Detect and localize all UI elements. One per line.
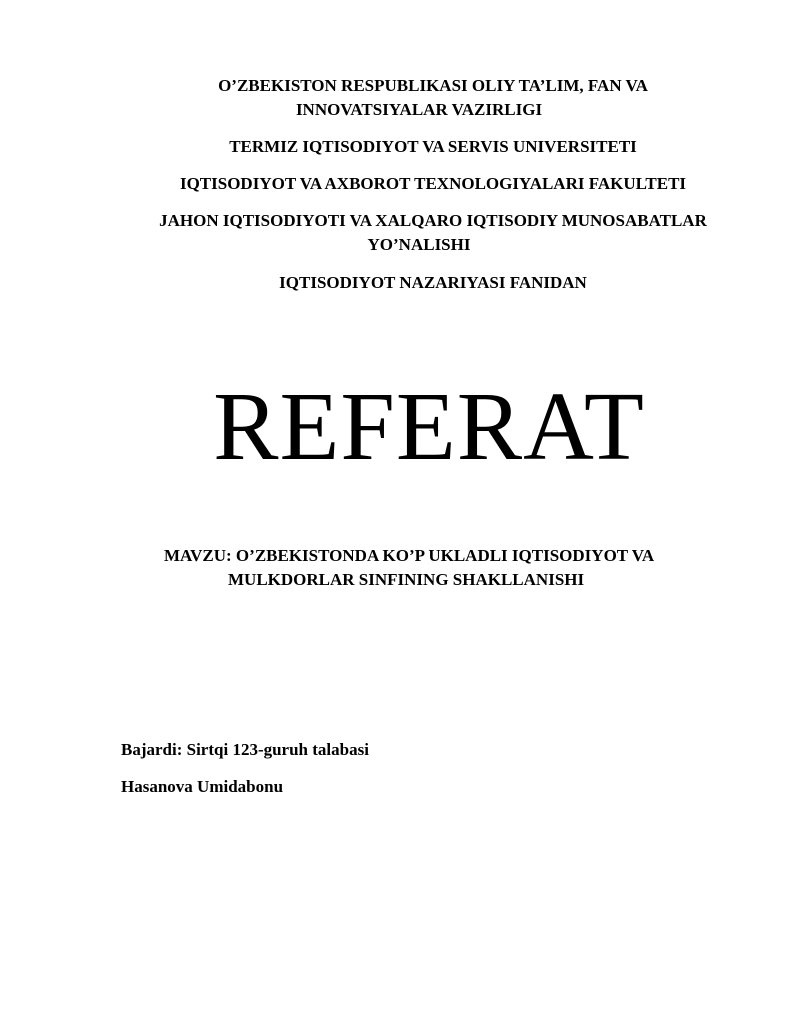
university-name: TERMIZ IQTISODIYOT VA SERVIS UNIVERSITETI — [229, 137, 637, 156]
subject-name: IQTISODIYOT NAZARIYASI FANIDAN — [279, 273, 587, 292]
topic-line-2: MULKDORLAR SINFINING SHAKLLANISHI — [228, 570, 585, 589]
ministry-line-1: O’ZBEKISTON RESPUBLIKASI OLIY TA’LIM, FAN VA — [218, 76, 648, 95]
document-title: REFERAT — [213, 373, 645, 481]
topic-line-1: MAVZU: O’ZBEKISTONDA KO’P UKLADLI IQTISODIYOT VA — [164, 546, 655, 565]
performed-by-label: Bajardi: Sirtqi 123-guruh talabasi — [121, 740, 369, 759]
student-name: Hasanova Umidabonu — [121, 777, 284, 796]
direction-line-2: YO’NALISHI — [367, 235, 471, 254]
ministry-line-2: INNOVATSIYALAR VAZIRLIGI — [295, 100, 543, 119]
faculty-name: IQTISODIYOT VA AXBOROT TEXNOLOGIYALARI FAKULTETI — [179, 174, 687, 193]
direction-line-1: JAHON IQTISODIYOTI VA XALQARO IQTISODIY MUNOSABATLAR — [159, 211, 707, 230]
